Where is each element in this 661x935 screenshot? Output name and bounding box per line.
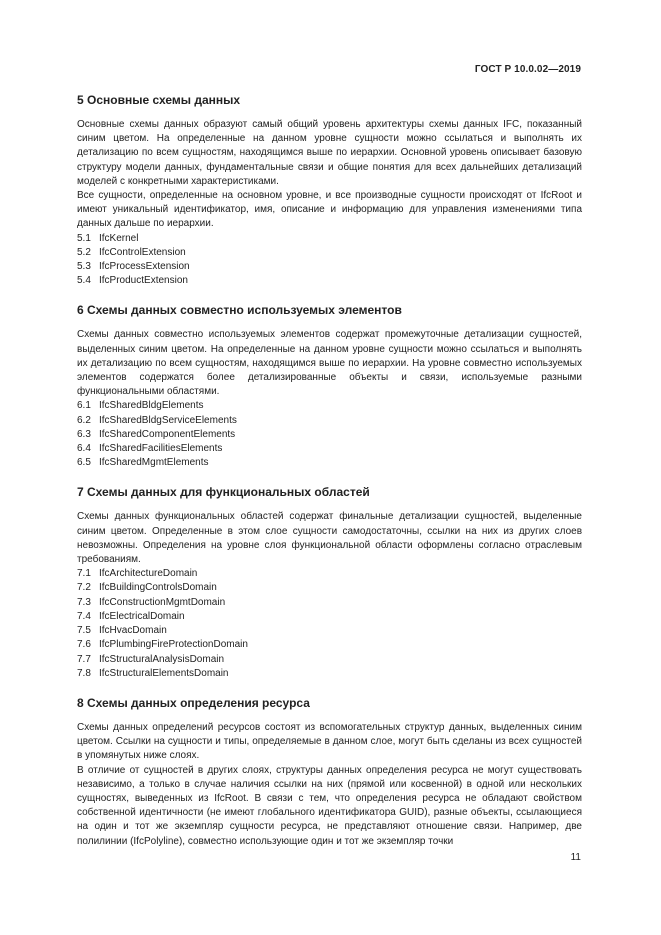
- item-number: 7.2: [77, 582, 91, 594]
- list-item: [77, 638, 582, 652]
- item-number: 5.1: [77, 232, 91, 244]
- list-item: [77, 667, 582, 681]
- item-name: IfcSharedBldgElements: [99, 400, 204, 412]
- item-number: 5.3: [77, 261, 91, 273]
- item-name: IfcPlumbingFireProtectionDomain: [99, 639, 248, 651]
- item-name: IfcProductExtension: [99, 275, 188, 287]
- section-title: 6 Схемы данных совместно используемых элементов: [77, 303, 402, 318]
- item-name: IfcStructuralElementsDomain: [99, 667, 229, 679]
- paragraph: Схемы данных определений ресурсов состоят из вспомогательных структур данных, выделенных синим цветом. Ссылки на сущности и типы, определяемые в данном слое, могут быть сделаны из всех сущностей в упомянутых ниже слоях.: [77, 721, 582, 762]
- item-number: 5.2: [77, 246, 91, 258]
- item-name: IfcSharedComponentElements: [99, 428, 236, 440]
- item-number: 7.4: [77, 610, 91, 622]
- item-number: 7.3: [77, 596, 91, 608]
- document-body: [77, 92, 582, 849]
- paragraph: Схемы данных функциональных областей содержат финальные детализации сущностей, выделенные синим цветом. Определенные в этом слое сущности самодостаточны, ссылки на них из других слоев невозможны. Определения на уровне слоя функциональной области оформлены согласно отраслевым требованиям.: [77, 511, 582, 566]
- item-name: IfcSharedBldgServiceElements: [99, 414, 237, 426]
- item-name: IfcHvacDomain: [99, 625, 167, 637]
- section-5: [77, 92, 582, 288]
- list-item: [77, 624, 582, 638]
- section-7: [77, 484, 582, 680]
- schema-list: [77, 567, 582, 681]
- list-item: [77, 567, 582, 581]
- item-number: 6.2: [77, 414, 91, 426]
- item-name: IfcProcessExtension: [99, 261, 190, 273]
- schema-list: [77, 399, 582, 470]
- list-item: [77, 428, 582, 442]
- item-name: IfcElectricalDomain: [99, 610, 185, 622]
- item-number: 6.1: [77, 400, 91, 412]
- paragraph: Все сущности, определенные на основном уровне, и все производные сущности происходят от IfcRoot и имеют уникальный идентификатор, имя, описание и информацию для управления изменениями типа данных дальше по иерархии.: [77, 190, 582, 230]
- item-number: 6.3: [77, 428, 91, 440]
- list-item: [77, 399, 582, 413]
- paragraph: Схемы данных совместно используемых элементов содержат промежуточные детализации сущностей, выделенных синим цветом. На определенные на данном уровне сущности можно ссылаться и выполнять их детализацию по всем сущностям, находящимся выше по иерархии. На уровне совместно используемых элементов содержатся более детализированные объекты и связи, используемые разными функциональными областями.: [77, 329, 582, 398]
- list-item: [77, 414, 582, 428]
- item-number: 6.5: [77, 457, 91, 469]
- paragraph: В отличие от сущностей в других слоях, структуры данных определения ресурса не могут существовать независимо, а только в случае наличия ссылки на них (прямой или косвенной) в одной или нескольких сущностях, выведенных из IfcRoot. В связи с тем, что определения ресурса не обладают свойством собственной идентичности (не имеют глобального идентификатора GUID), разные объекты, ссылающиеся на один и тот же экземпляр сущности ресурса, не представляют отношение связи. Например, две полилинии (IfcPolyline), совместно использующие один и тот же экземпляр точки: [77, 764, 582, 847]
- section-6: [77, 302, 582, 470]
- section-title: 8 Схемы данных определения ресурса: [77, 695, 310, 710]
- item-name: IfcConstructionMgmtDomain: [99, 596, 226, 608]
- list-item: [77, 246, 582, 260]
- item-name: IfcSharedFacilitiesElements: [99, 443, 223, 455]
- section-title: 5 Основные схемы данных: [77, 93, 241, 107]
- list-item: [77, 596, 582, 610]
- item-name: IfcSharedMgmtElements: [99, 457, 209, 469]
- list-item: [77, 442, 582, 456]
- item-number: 7.8: [77, 667, 91, 679]
- section-title: 7 Схемы данных для функциональных областей: [77, 485, 370, 500]
- list-item: [77, 232, 582, 246]
- document-code: ГОСТ Р 10.0.02—2019: [474, 64, 581, 75]
- item-number: 5.4: [77, 275, 91, 287]
- list-item: [77, 581, 582, 595]
- item-name: IfcKernel: [99, 232, 139, 244]
- item-name: IfcBuildingControlsDomain: [99, 582, 217, 594]
- item-number: 7.7: [77, 653, 91, 665]
- item-number: 7.5: [77, 625, 91, 637]
- list-item: [77, 274, 582, 288]
- section-8: [77, 695, 582, 849]
- item-number: 7.1: [77, 568, 91, 580]
- item-number: 6.4: [77, 443, 91, 455]
- list-item: [77, 653, 582, 667]
- paragraph: Основные схемы данных образуют самый общий уровень архитектуры схемы данных IFC, показанный синим цветом. На определенные на данном уровне сущности можно ссылаться и выполнять их детализацию по всем сущностям, находящимся выше по иерархии. Основной уровень описывает базовую структуру модели данных, фундаментальные связи и общие понятия для всех дальнейших детализаций моделей с конкретными характеристиками.: [77, 119, 582, 187]
- page-number: 11: [570, 852, 581, 863]
- list-item: [77, 610, 582, 624]
- item-name: IfcArchitectureDomain: [99, 568, 198, 580]
- item-number: 7.6: [77, 639, 91, 651]
- list-item: [77, 456, 582, 470]
- item-name: IfcControlExtension: [99, 246, 186, 258]
- schema-list: [77, 232, 582, 289]
- list-item: [77, 260, 582, 274]
- item-name: IfcStructuralAnalysisDomain: [99, 653, 225, 665]
